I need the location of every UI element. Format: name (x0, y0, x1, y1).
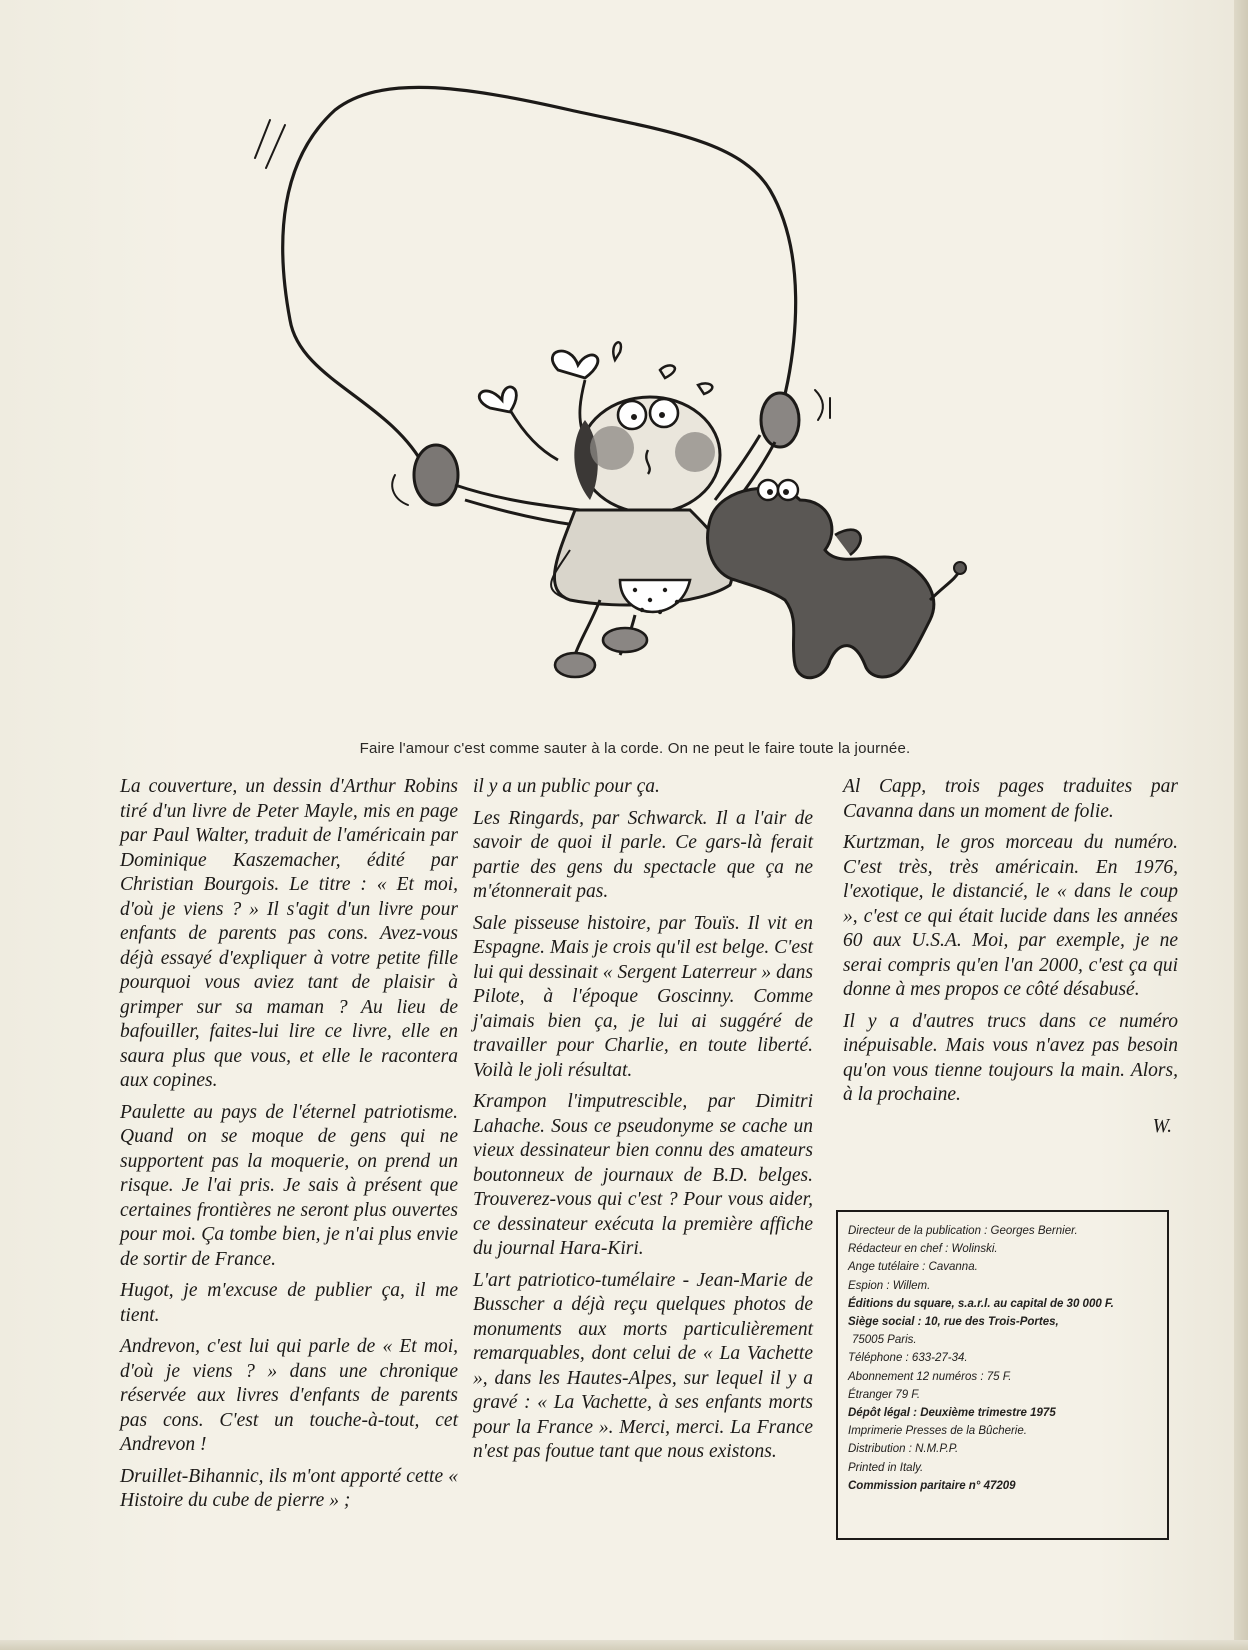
paragraph-autres-trucs: Il y a d'autres trucs dans ce numéro inépuisable. Mais vous n'avez pas besoin qu'on vous tienne toujours la main. Alors, à la prochaine. (843, 1010, 1178, 1105)
illustration-caption: Faire l'amour c'est comme sauter à la corde. On ne peut le faire toute la journée. (359, 740, 911, 757)
editor-signature: W. (1152, 1115, 1172, 1137)
publication-credits-box (836, 1210, 1169, 1540)
page-edge-right (1234, 0, 1248, 1650)
paragraph-public: il y a un public pour ça. (473, 776, 660, 797)
paragraph-ringards: Les Ringards, par Schwarck. Il a l'air de savoir de quoi il parle. Ce gars-là ferait partie des gens du spectacle que ça ne m'étonnerait pas. (473, 807, 813, 902)
credit-line: Abonnement 12 numéros : 75 F. (848, 1370, 1012, 1383)
page-edge-bottom (0, 1640, 1248, 1650)
paragraph-krampon: Krampon l'imputrescible, par Dimitri Lahache. Sous ce pseudonyme se cache un vieux dessinateur bien connu des amateurs boutonneux de journaux de B.D. belges. Trouverez-vous qui c'est ? Pour vous aider, ce dessinateur exécuta la première affiche du journal Hara-Kiri. (473, 1091, 813, 1259)
credit-line: Siège social : 10, rue des Trois-Portes, (848, 1316, 1059, 1329)
credit-line: Téléphone : 633-27-34. (848, 1352, 968, 1365)
jump-rope (283, 87, 796, 468)
credit-line: Distribution : N.M.P.P. (848, 1443, 959, 1456)
credit-line: Ange tutélaire : Cavanna. (848, 1261, 978, 1274)
paragraph-art-patriotico: L'art patriotico-tumélaire - Jean-Marie de Busscher a déjà reçu quelques photos de monuments aux morts particulièrement remarquables, dont celui de « La Vachette », dans les Hautes-Alpes, sur lequel il y a gravé : « La Vachette, à ses enfants morts pour la France ». Merci, merci. La France n'est pas foutue tant que nous existons. (473, 1269, 813, 1462)
credit-line: Dépôt légal : Deuxième trimestre 1975 (848, 1407, 1056, 1420)
credit-line: Éditions du square, s.a.r.l. au capital de 30 000 F. (848, 1297, 1114, 1310)
text-column-3 (843, 775, 1178, 1139)
text-column-2 (473, 775, 813, 1472)
paragraph-al-capp: Al Capp, trois pages traduites par Cavanna dans un moment de folie. (843, 776, 1178, 822)
paragraph-cover: La couverture, un dessin d'Arthur Robins tiré d'un livre de Peter Mayle, mis en page par Paul Walter, traduit de l'américain par Dominique Kaszemacher, édité par Christian Bourgois. Le titre : « Et moi, d'où je viens ? » Il s'agit d'un livre pour enfants de parents pas cons. Avez-vous déjà essayé d'expliquer à votre petite fille pourquoi vous aviez tant de plaisir à grimper sur sa maman ? Au lieu de bafouiller, faites-lui lire ce livre, elle en saura plus que vous, et elle le racontera aux copines. (120, 776, 458, 1091)
paragraph-andrevon: Andrevon, c'est lui qui parle de « Et moi, d'où je viens ? » dans une chronique réservée aux livres d'enfants de parents pas cons. C'est un touche-à-tout, cet Andrevon ! (120, 1336, 458, 1455)
paragraph-hugot: Hugot, je m'excuse de publier ça, il me tient. (120, 1280, 458, 1326)
paragraph-touis: Sale pisseuse histoire, par Touïs. Il vit en Espagne. Mais je crois qu'il est belge. C'est lui qui dessinait « Sergent Laterreur » dans Pilote, à l'époque Goscinny. Comme j'aimais bien ça, je lui ai suggéré de travailler pour Charlie, en toute liberté. Voilà le joli résultat. (473, 912, 813, 1081)
credit-line: Étranger 79 F. (848, 1388, 921, 1401)
jump-rope-girl-illustration (240, 80, 1010, 720)
credit-line: Commission paritaire n° 47209 (848, 1479, 1016, 1492)
paragraph-paulette: Paulette au pays de l'éternel patriotisme. Quand on se moque de gens qui ne supportent pas la moquerie, on prend un risque. Je l'ai pris. Je sais à présent que certaines frontières ne seront plus ouvertes pour moi. Ça tombe bien, je n'ai plus envie de sortir de France. (120, 1101, 458, 1270)
credit-line: 75005 Paris. (852, 1334, 917, 1347)
credit-line: Printed in Italy. (848, 1461, 924, 1474)
text-column-1 (120, 775, 458, 1521)
credit-line: Directeur de la publication : Georges Bernier. (848, 1225, 1078, 1237)
paragraph-druillet: Druillet-Bihannic, ils m'ont apporté cette « Histoire du cube de pierre » ; (120, 1465, 458, 1511)
credit-line: Rédacteur en chef : Wolinski. (848, 1243, 998, 1256)
credit-line: Espion : Willem. (848, 1279, 931, 1292)
paragraph-kurtzman: Kurtzman, le gros morceau du numéro. C'est très, très américain. En 1976, l'exotique, le distancié, le « dans le coup », c'est ce qui était lucide dans les années 60 aux U.S.A. Moi, par exemple, je ne serai compris qu'en l'an 2000, c'est ça qui donne à mes propos ce côté désabusé. (843, 832, 1178, 1000)
credit-line: Imprimerie Presses de la Bûcherie. (848, 1425, 1027, 1438)
